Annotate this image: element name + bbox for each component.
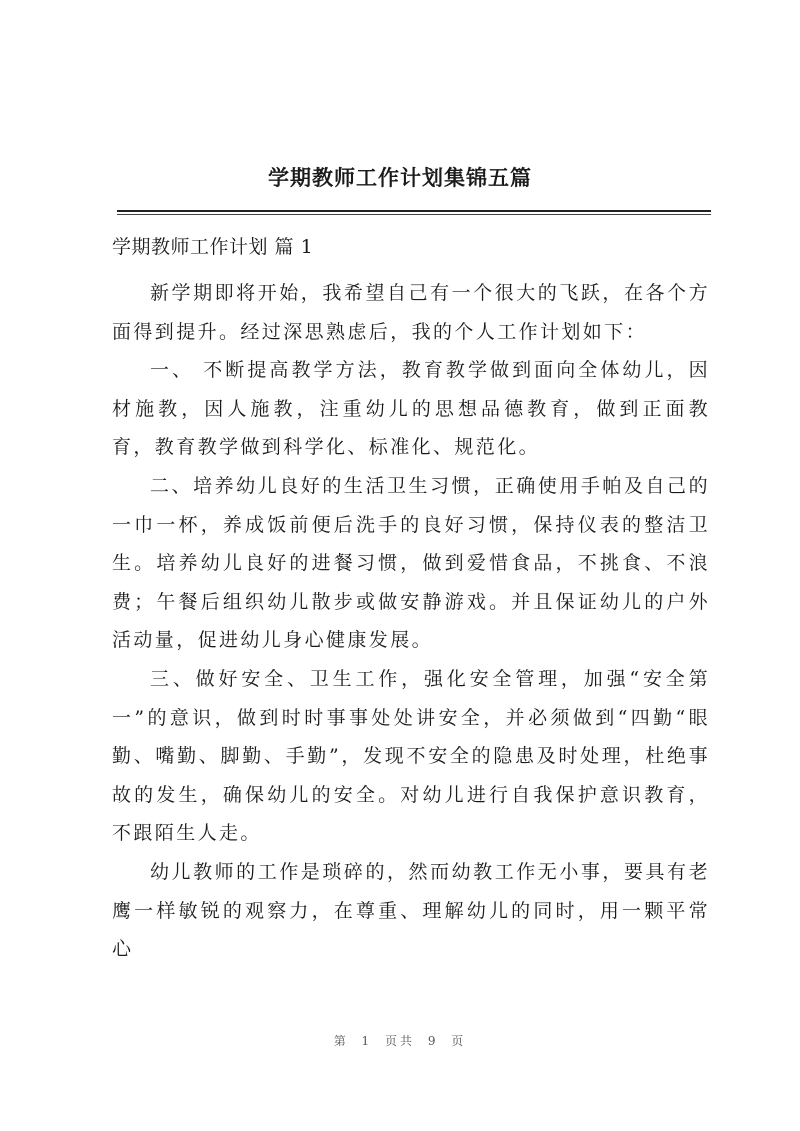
- paragraph: 三、做好安全、卫生工作，强化安全管理，加强“安全第一”的意识，做到时时事事处处讲安全，并必须做到“四勤“眼勤、嘴勤、脚勤、手勤”，发现不安全的隐患及时处理，杜绝事故的发生，确保幼儿的安全。对幼儿进行自我保护意识教育，不跟陌生人走。: [112, 667, 710, 845]
- document-title: 学期教师工作计划集锦五篇: [268, 165, 532, 190]
- paragraph: 一、 不断提高教学方法，教育教学做到面向全体幼儿，因材施教，因人施教，注重幼儿的思想品德教育，做到正面教育，教育教学做到科学化、标准化、规范化。: [112, 359, 710, 459]
- title-divider: [117, 210, 711, 212]
- section-heading: 学期教师工作计划 篇 1: [112, 236, 314, 258]
- paragraph: 幼儿教师的工作是琐碎的，然而幼教工作无小事，要具有老鹰一样敏锐的观察力，在尊重、理解幼儿的同时，用一颗平常心: [112, 860, 710, 961]
- paragraph: 新学期即将开始，我希望自己有一个很大的飞跃，在各个方面得到提升。经过深思熟虑后，我的个人工作计划如下：: [112, 282, 710, 343]
- document-body: [112, 274, 710, 969]
- paragraph: 二、培养幼儿良好的生活卫生习惯，正确使用手帕及自己的一巾一杯，养成饭前便后洗手的良好习惯，保持仪表的整洁卫生。培养幼儿良好的进餐习惯，做到爱惜食品，不挑食、不浪费；午餐后组织幼儿散步或做安静游戏。并且保证幼儿的户外活动量，促进幼儿身心健康发展。: [112, 474, 710, 652]
- title-divider-thin: [117, 214, 711, 215]
- page-number-footer: 第 1 页共 9 页: [333, 1034, 467, 1048]
